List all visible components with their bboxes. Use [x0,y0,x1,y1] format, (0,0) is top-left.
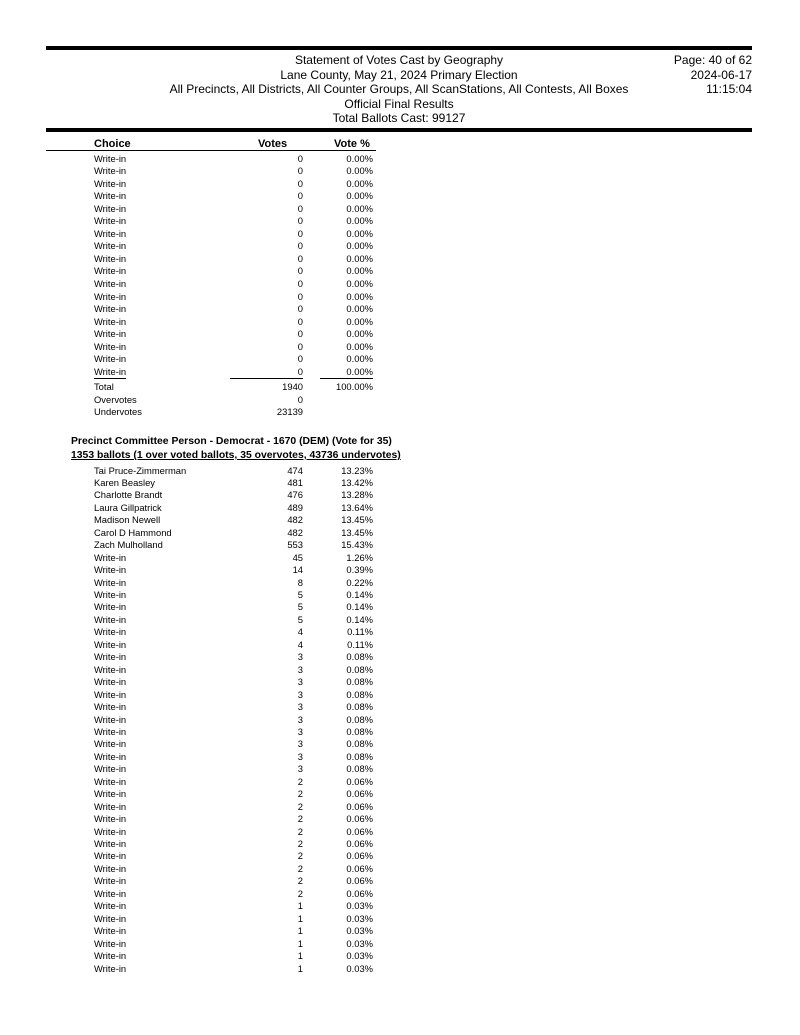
total-pct: 100.00% [335,381,373,392]
choice-name: Write-in [94,887,127,899]
total-ballots-cast: Total Ballots Cast: 99127 [332,111,466,125]
choice-name: Write-in [94,688,127,700]
result-row [0,664,800,677]
choice-name: Write-in [94,900,127,912]
choice-name: Write-in [94,875,127,887]
result-row [0,850,800,863]
vote-count: 3 [297,713,303,725]
result-row [0,838,800,851]
vote-pct: 0.08% [346,713,373,725]
choice-name: Write-in [94,564,127,576]
vote-pct: 0.06% [346,850,373,862]
vote-pct: 0.06% [346,875,373,887]
vote-count: 2 [297,838,303,849]
vote-count: 3 [297,701,303,713]
vote-pct: 0.14% [346,589,373,600]
vote-pct: 0.06% [346,862,373,874]
ballot-summary-text: 1353 ballots (1 over voted ballots, 35 overvotes, 43736 undervotes) [71,450,401,461]
vote-count: 3 [297,663,303,675]
vote-count: 2 [297,887,303,899]
vote-count: 3 [297,651,303,663]
result-row [0,502,800,515]
report-header [46,53,752,126]
vote-pct: 0.03% [346,912,373,924]
result-row [0,963,800,976]
result-row [0,489,800,502]
choice-name: Laura Gillpatrick [94,501,162,513]
result-row [0,676,800,689]
report-date: 2024-06-17 [690,67,752,82]
vote-pct: 0.00% [346,165,373,177]
vote-count: 0 [297,252,303,264]
choice-name: Write-in [94,638,127,650]
vote-count: 5 [297,601,303,613]
vote-count: 3 [297,738,303,750]
vote-count: 482 [287,514,303,526]
choice-name: Write-in [94,303,127,315]
result-row [0,788,800,801]
vote-count: 5 [297,613,303,625]
choice-name: Write-in [94,701,127,713]
vote-pct: 0.08% [346,750,373,762]
vote-pct: 0.00% [346,202,373,214]
choice-name: Write-in [94,725,127,737]
vote-count: 45 [292,551,303,563]
vote-count: 0 [297,152,303,164]
vote-pct: 13.45% [341,514,373,526]
vote-count: 2 [297,813,303,825]
result-row [0,278,800,291]
result-row [0,514,800,527]
choice-name: Tai Pruce-Zimmerman [94,464,187,476]
vote-pct: 0.03% [346,937,373,949]
vote-pct: 1.26% [346,551,373,563]
result-row [0,552,800,565]
choice-name: Write-in [94,177,127,189]
vote-count: 489 [287,501,303,513]
result-row [0,341,800,354]
contest-2-title: Precinct Committee Person - Democrat - 1670 (DEM) (Vote for 35) [71,436,392,447]
vote-pct: 0.00% [346,215,373,227]
vote-pct: 0.00% [346,152,373,164]
vote-count: 474 [287,464,303,476]
vote-count: 0 [297,265,303,277]
result-row [0,527,800,540]
vote-count: 0 [297,278,303,289]
vote-count: 3 [297,676,303,688]
vote-count: 2 [297,775,303,787]
vote-count: 0 [297,227,303,239]
result-row [0,925,800,938]
choice-name: Write-in [94,838,127,849]
choice-name: Write-in [94,265,127,277]
vote-pct: 0.06% [346,800,373,812]
result-row [0,751,800,764]
choice-name: Write-in [94,937,127,949]
vote-pct: 0.08% [346,738,373,750]
choice-name: Write-in [94,613,127,625]
vote-pct: 0.00% [346,315,373,327]
choice-name: Write-in [94,912,127,924]
overvotes-label: Overvotes [94,393,137,405]
vote-count: 4 [297,626,303,638]
vote-count: 0 [297,240,303,252]
vote-count: 2 [297,850,303,862]
vote-pct: 0.08% [346,763,373,775]
result-row [0,639,800,652]
vote-pct: 0.06% [346,825,373,837]
vote-count: 3 [297,750,303,762]
choice-name: Write-in [94,813,127,825]
vote-count: 4 [297,638,303,650]
vote-count: 0 [297,353,303,365]
contest-2-ballot-summary [71,450,401,461]
votes-column-header: Votes [258,138,288,150]
vote-pct: 0.00% [320,366,373,380]
result-row [0,763,800,776]
vote-count: 0 [297,202,303,214]
vote-pct: 0.00% [346,290,373,302]
choice-name: Write-in [94,800,127,812]
vote-pct: 0.00% [346,252,373,264]
result-row [0,813,800,826]
choice-name: Write-in [94,950,127,962]
result-row [0,228,800,241]
result-row [0,328,800,341]
vote-pct: 0.14% [346,613,373,625]
choice-name: Write-in [94,252,127,264]
result-row [0,826,800,839]
report-title: Statement of Votes Cast by Geography [294,53,504,67]
result-row [0,614,800,627]
choice-name: Write-in [94,825,127,837]
contest-1-total-row [0,381,800,394]
choice-name: Write-in [94,676,127,688]
total-votes: 1940 [282,381,303,392]
choice-name: Charlotte Brandt [94,489,163,501]
choice-name: Write-in [94,190,127,202]
result-row [0,601,800,614]
vote-pct: 0.03% [346,900,373,912]
election-name: Lane County, May 21, 2024 Primary Election [280,67,518,82]
vote-pct: 0.06% [346,775,373,787]
choice-name: Write-in [94,850,127,862]
vote-pct: 0.39% [346,564,373,576]
result-row [0,366,800,379]
column-header-rule [46,150,376,151]
choice-name: Write-in [94,713,127,725]
vote-pct: 0.11% [347,626,373,638]
vote-pct: 0.08% [346,688,373,700]
vote-count: 1 [297,900,303,912]
choice-column-header: Choice [94,138,131,150]
undervotes-count: 23139 [276,406,303,418]
vote-pct: 0.11% [347,638,373,650]
result-row [0,801,800,814]
vote-count: 0 [297,303,303,315]
vote-count: 2 [297,825,303,837]
choice-name: Write-in [94,340,127,352]
choice-name: Write-in [94,366,126,380]
report-time: 11:15:04 [706,82,752,96]
vote-pct: 0.08% [346,676,373,688]
vote-count: 3 [297,688,303,700]
choice-name: Write-in [94,651,127,663]
result-row [0,215,800,228]
result-row [0,353,800,366]
result-row [0,240,800,253]
vote-pct: 13.23% [341,464,373,476]
result-row [0,863,800,876]
result-row [0,900,800,913]
result-row [0,316,800,329]
result-row [0,738,800,751]
result-row [0,938,800,951]
choice-name: Write-in [94,738,127,750]
result-row [0,303,800,316]
vote-pct: 0.06% [346,788,373,800]
result-row [0,190,800,203]
vote-count: 0 [297,177,303,189]
result-row [0,714,800,727]
vote-count: 2 [297,800,303,812]
vote-pct: 0.08% [346,663,373,675]
vote-count: 2 [297,875,303,887]
result-row [0,203,800,216]
result-row [0,465,800,478]
vote-count: 476 [287,489,303,501]
result-row [0,477,800,490]
vote-pct: 0.08% [346,701,373,713]
result-row [0,913,800,926]
choice-name: Write-in [94,750,127,762]
result-row [0,701,800,714]
choice-name: Madison Newell [94,514,161,526]
choice-name: Write-in [94,202,127,214]
choice-name: Write-in [94,315,127,327]
result-row [0,153,800,166]
choice-name: Carol D Hammond [94,526,172,538]
choice-name: Write-in [94,788,127,800]
choice-name: Write-in [94,227,127,239]
choice-name: Zach Mulholland [94,539,163,551]
vote-pct: 0.06% [346,887,373,899]
vote-pct: 0.00% [346,190,373,202]
vote-pct: 0.00% [346,340,373,352]
vote-count: 14 [292,564,303,576]
vote-pct: 0.06% [346,813,373,825]
choice-name: Write-in [94,576,127,588]
result-row [0,265,800,278]
choice-name: Write-in [94,763,127,775]
undervotes-label: Undervotes [94,406,142,418]
vote-count: 0 [297,215,303,227]
results-status: Official Final Results [344,96,454,111]
vote-count: 1 [297,950,303,962]
result-row [0,888,800,901]
vote-count: 482 [287,526,303,538]
top-rule [46,46,752,50]
choice-name: Write-in [94,290,127,302]
result-row [0,165,800,178]
vote-pct: 13.42% [341,476,373,488]
choice-name: Write-in [94,626,127,638]
vote-count: 5 [297,589,303,600]
result-row [0,651,800,664]
result-row [0,253,800,266]
vote-count: 8 [297,576,303,588]
vote-pct: 0.00% [346,240,373,252]
result-row [0,689,800,702]
result-row [0,626,800,639]
vote-count: 3 [297,763,303,775]
report-meta [674,53,752,97]
vote-pct: 0.08% [346,651,373,663]
vote-count: 0 [297,340,303,352]
choice-name: Write-in [94,278,127,289]
header-rule [46,128,752,132]
vote-count: 1 [297,937,303,949]
choice-name: Write-in [94,353,127,365]
result-row [0,875,800,888]
vote-count: 0 [297,165,303,177]
choice-name: Write-in [94,925,127,937]
total-label: Total [94,381,114,392]
choice-name: Write-in [94,775,127,787]
overvotes-count: 0 [297,393,303,405]
vote-pct: 0.00% [346,328,373,340]
choice-name: Write-in [94,328,127,340]
vote-count: 2 [297,862,303,874]
vote-count: 553 [287,539,303,551]
vote-pct: 0.00% [346,303,373,315]
result-row [0,178,800,191]
vote-pct: 0.00% [346,177,373,189]
vote-count: 3 [297,725,303,737]
report-filters: All Precincts, All Districts, All Counter Groups, All ScanStations, All Contests, All Boxes [169,82,629,96]
choice-name: Write-in [94,589,127,600]
choice-name: Write-in [94,862,127,874]
page-number: Page: 40 of 62 [673,53,752,67]
choice-name: Write-in [94,165,127,177]
result-row [0,564,800,577]
vote-count: 2 [297,788,303,800]
result-row [0,577,800,590]
contest-1-overvotes-row [0,394,800,407]
vote-pct: 0.03% [346,925,373,937]
vote-count: 0 [297,328,303,340]
result-row [0,291,800,304]
vote-pct: 0.00% [346,265,373,277]
vote-pct: 0.22% [346,576,373,588]
choice-name: Karen Beasley [94,476,155,488]
vote-pct: 13.45% [341,526,373,538]
vote-count: 1 [297,912,303,924]
vote-pct: 0.08% [346,725,373,737]
choice-name: Write-in [94,601,127,613]
vote-pct: 13.64% [341,501,373,513]
vote-pct: 0.03% [346,950,373,962]
vote-pct: 0.03% [346,962,373,974]
choice-name: Write-in [94,240,127,252]
result-row [0,776,800,789]
vote-pct: 0.06% [346,838,373,849]
vote-count: 0 [297,315,303,327]
vote-count: 0 [230,366,303,380]
choice-name: Write-in [94,663,127,675]
vote-count: 1 [297,925,303,937]
vote-pct: 0.00% [346,353,373,365]
vote-count: 0 [297,290,303,302]
vote-pct: 0.00% [346,227,373,239]
result-row [0,950,800,963]
contest-1-undervotes-row [0,406,800,419]
vote-pct-column-header: Vote % [334,138,370,150]
vote-count: 1 [297,962,303,974]
choice-name: Write-in [94,962,127,974]
result-row [0,589,800,602]
choice-name: Write-in [94,152,127,164]
choice-name: Write-in [94,215,127,227]
vote-count: 481 [287,476,303,488]
result-row [0,726,800,739]
vote-pct: 0.14% [346,601,373,613]
choice-name: Write-in [94,551,127,563]
vote-pct: 0.00% [346,278,373,289]
vote-pct: 13.28% [341,489,373,501]
vote-count: 0 [297,190,303,202]
result-row [0,539,800,552]
vote-pct: 15.43% [341,539,373,551]
